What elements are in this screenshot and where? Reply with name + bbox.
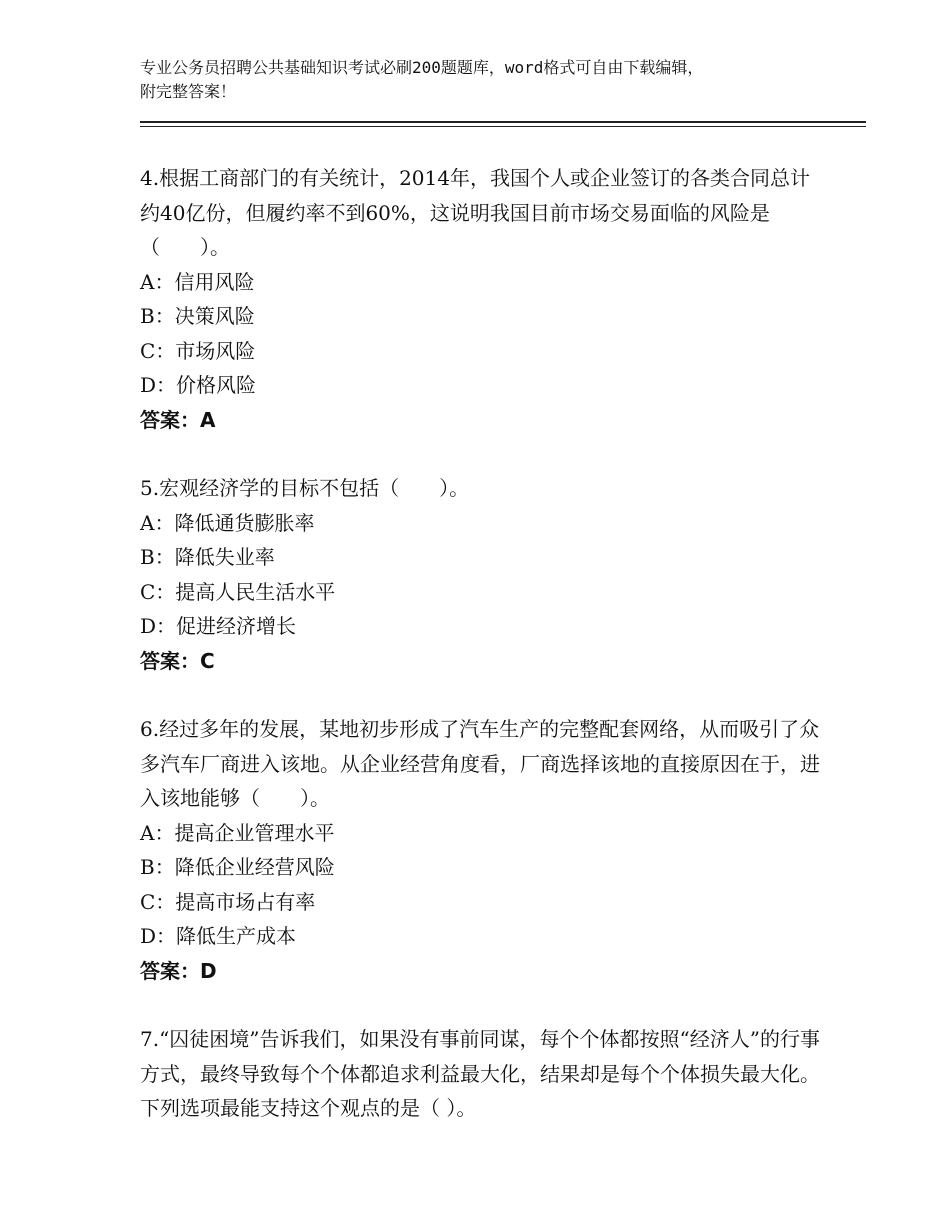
option-c: C：市场风险	[140, 338, 256, 363]
option-c: C：提高人民生活水平	[140, 579, 336, 604]
header-rule-thick	[140, 121, 866, 123]
question-item	[140, 161, 820, 437]
option-d: D：促进经济增长	[140, 614, 297, 638]
question-stem: 4.根据工商部门的有关统计，2014年，我国个人或企业签订的各类合同总计约40亿份，但履约率不到60%，这说明我国目前市场交易面临的风险是（ ）。	[140, 166, 810, 259]
option-b: B：降低企业经营风险	[140, 855, 335, 879]
header-line-2: 附完整答案！	[140, 82, 237, 101]
option-d: D：降低生产成本	[140, 924, 297, 948]
question-stem: 7.“囚徒困境”告诉我们，如果没有事前同谋，每个个体都按照“经济人”的行事方式，最终导致每个个体都追求利益最大化，结果却是每个个体损失最大化。下列选项最能支持这个观点的是（ ）。	[140, 1027, 820, 1120]
option-a: A：降低通货膨胀率	[140, 510, 315, 535]
answer-label: 答案：A	[140, 407, 216, 432]
option-a: A：信用风险	[140, 269, 255, 294]
question-item	[140, 471, 820, 678]
header-line-1: 专业公务员招聘公共基础知识考试必刷200题题库，word格式可自由下载编辑，	[140, 58, 704, 77]
option-c: C：提高市场占有率	[140, 889, 316, 914]
answer-label: 答案：D	[140, 958, 217, 983]
question-item	[140, 1022, 820, 1126]
option-a: A：提高企业管理水平	[140, 820, 335, 845]
question-item	[140, 712, 820, 988]
question-stem: 5.宏观经济学的目标不包括（ ）。	[140, 476, 470, 500]
page-header	[140, 56, 840, 104]
header-rule-thin	[140, 126, 866, 127]
option-b: B：决策风险	[140, 304, 255, 328]
answer-label: 答案：C	[140, 648, 215, 673]
option-d: D：价格风险	[140, 373, 257, 397]
question-list	[140, 161, 820, 1160]
question-stem: 6.经过多年的发展，某地初步形成了汽车生产的完整配套网络，从而吸引了众多汽车厂商进入该地。从企业经营角度看，厂商选择该地的直接原因在于，进入该地能够（ ）。	[140, 717, 820, 810]
option-b: B：降低失业率	[140, 545, 275, 569]
